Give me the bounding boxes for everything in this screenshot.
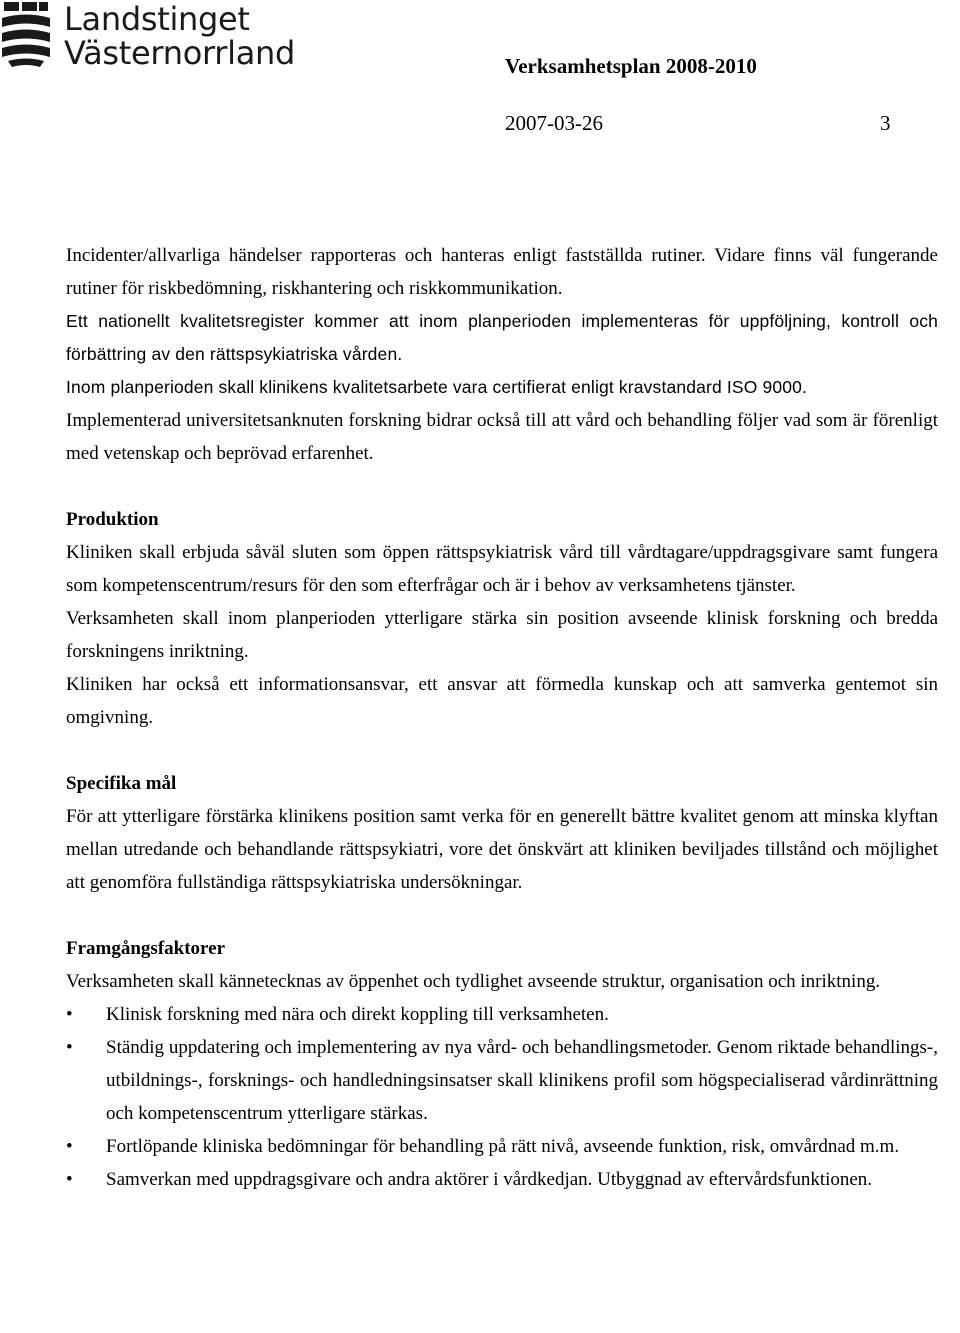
framgangsfaktorer-list [66, 998, 938, 1196]
bullet-icon: • [66, 1004, 73, 1025]
produktion-paragraph-3: Kliniken har också ett informationsansvar, ett ansvar att förmedla kunskap och att samverka gentemot sin omgivning. [66, 674, 938, 728]
section-heading-specifika-mal: Specifika mål [66, 773, 177, 794]
document-title: Verksamhetsplan 2008-2010 [505, 54, 757, 78]
org-name-line1: Landstinget [64, 0, 250, 38]
section-heading-produktion: Produktion [66, 509, 159, 530]
specifika-mal-paragraph: För att ytterligare förstärka klinikens position samt verka för en generellt bättre kvalitet genom att minska klyftan mellan utredande och behandlande rättspsykiatri, vore det önskvärt att kliniken beviljades tillstånd och möjlighet att genomföra fullständiga rättspsykiatriska undersökningar. [66, 806, 938, 893]
list-item [66, 1163, 938, 1196]
landstinget-emblem-icon [0, 2, 52, 68]
intro-paragraph-4: Implementerad universitetsanknuten forskning bidrar också till att vård och behandling följer vad som är förenligt med vetenskap och beprövad erfarenhet. [66, 410, 938, 464]
produktion-paragraph-1: Kliniken skall erbjuda såväl sluten som öppen rättspsykiatrisk vård till vårdtagare/uppdragsgivare samt fungera som kompetenscentrum/resurs för den som efterfrågar och är i behov av verksamhetens tjänster. [66, 542, 938, 596]
org-name-line2: Västernorrland [64, 34, 296, 72]
list-item [66, 998, 938, 1031]
org-name [64, 2, 295, 70]
list-item-text: Ständig uppdatering och implementering av nya vård- och behandlingsmetoder. Genom riktade behandlings-, utbildnings-, forsknings- och handledningsinsatser skall klinikens profil som högspecialiserad vårdinrättning och kompetenscentrum ytterligare stärkas. [106, 1037, 938, 1124]
list-item [66, 1130, 938, 1163]
list-item-text: Fortlöpande kliniska bedömningar för behandling på rätt nivå, avseende funktion, risk, omvårdnad m.m. [106, 1136, 900, 1157]
list-item-text: Klinisk forskning med nära och direkt koppling till verksamheten. [106, 1004, 609, 1025]
document-date: 2007-03-26 [505, 111, 603, 135]
page-number: 3 [880, 111, 891, 135]
intro-paragraph-1: Incidenter/allvarliga händelser rapporteras och hanteras enligt fastställda rutiner. Vidare finns väl fungerande rutiner för riskbedömning, riskhantering och riskkommunikation. [66, 245, 938, 299]
list-item-text: Samverkan med uppdragsgivare och andra aktörer i vårdkedjan. Utbyggnad av eftervårdsfunktionen. [106, 1169, 873, 1190]
section-heading-framgangsfaktorer: Framgångsfaktorer [66, 938, 226, 959]
list-item [66, 1031, 938, 1130]
bullet-icon: • [66, 1169, 73, 1190]
bullet-icon: • [66, 1037, 73, 1058]
intro-paragraph-3: Inom planperioden skall klinikens kvalitetsarbete vara certifierat enligt kravstandard ISO 9000. [66, 377, 808, 397]
landstinget-logo [0, 0, 300, 72]
document-body [66, 239, 938, 1196]
intro-paragraph-2: Ett nationellt kvalitetsregister kommer att inom planperioden implementeras för uppföljning, kontroll och förbättring av den rättspsykiatriska vården. [66, 311, 938, 364]
produktion-paragraph-2: Verksamheten skall inom planperioden ytterligare stärka sin position avseende klinisk forskning och bredda forskningens inriktning. [66, 608, 938, 662]
bullet-icon: • [66, 1136, 73, 1157]
framgangsfaktorer-paragraph: Verksamheten skall kännetecknas av öppenhet och tydlighet avseende struktur, organisation och inriktning. [66, 971, 881, 992]
